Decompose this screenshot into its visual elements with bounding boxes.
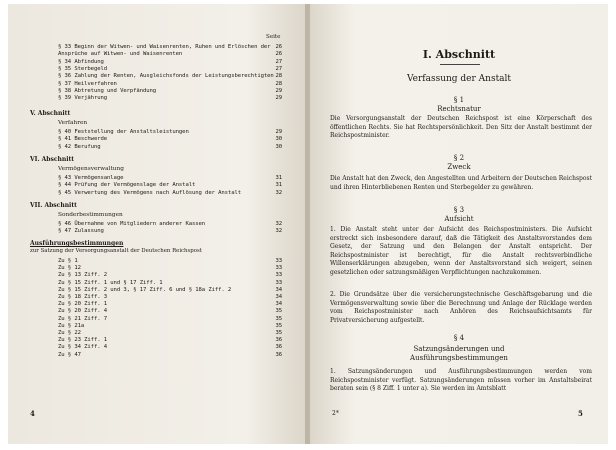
section7-subheading: Sonderbestimmungen: [58, 212, 123, 218]
toc-entry-text: § 46 Übernahme von Mitgliedern anderer Kassen: [58, 221, 206, 227]
toc-entry: [58, 95, 282, 102]
toc-entry: [58, 323, 282, 330]
toc-entry-page: 29: [275, 95, 282, 102]
toc-entry-text: Zu § 20 Ziff. 4: [58, 308, 108, 315]
para3-heading: Aufsicht: [444, 215, 474, 223]
para4-number: § 4: [453, 334, 465, 342]
toc-entry: [58, 287, 282, 294]
toc-entry: [58, 352, 282, 359]
toc-entry: [58, 66, 282, 73]
toc-entry-text: Zu § 23 Ziff. 1: [58, 337, 108, 344]
toc-entry-page: 33: [275, 279, 282, 286]
section-title: I. Abschnitt: [422, 48, 496, 61]
toc-entry-page: 31: [275, 182, 282, 189]
toc-entry-page: 34: [275, 286, 282, 293]
toc-entry: [58, 136, 282, 143]
title-rule: [440, 64, 480, 65]
toc-entry-text: Zu § 12: [58, 265, 81, 272]
toc-entry-text: Zu § 1: [58, 258, 78, 264]
toc-entry-page: 28: [275, 73, 282, 80]
section7-heading: VII. Abschnitt: [30, 202, 77, 209]
toc-entry-text: § 45 Verwertung des Vermögens nach Auflösung der Anstalt: [58, 189, 241, 196]
toc-entry-page: 29: [275, 129, 282, 135]
toc-entry-text: Zu § 20 Ziff. 1: [58, 301, 108, 308]
toc-entry-page: 27: [275, 65, 282, 72]
toc-entry-text: § 43 Vermögensanlage: [58, 175, 124, 181]
toc-entry-page: 31: [275, 175, 282, 181]
toc-entry-text: Zu § 47: [58, 351, 81, 358]
signature-mark: 2*: [332, 410, 339, 417]
toc-entry-page: 30: [275, 143, 282, 150]
toc-entry-page: 33: [275, 272, 282, 279]
toc-entry-page: 35: [275, 315, 282, 322]
toc-entry-page: 35: [275, 308, 282, 315]
toc-entry-text: Zu § 18 Ziff. 3: [58, 294, 108, 300]
toc-entry-page: 27: [275, 58, 282, 65]
toc-entry-text: § 47 Zulassung: [58, 228, 104, 235]
toc-entry-page: 29: [275, 87, 282, 94]
toc-entry: [58, 221, 282, 228]
toc-entry-page: 28: [275, 80, 282, 87]
toc-entry-page: 26: [275, 44, 282, 50]
toc-entry-text: Ansprüche auf Witwen- und Waisenrenten: [58, 51, 183, 58]
toc-entry: [58, 272, 282, 279]
toc-entry-text: § 33 Beginn der Witwen- und Waisenrenten, Ruhen und Erlöschen der: [58, 44, 271, 50]
toc-entry-text: § 35 Sterbegeld: [58, 65, 108, 72]
para2-number: § 2: [453, 154, 465, 162]
toc-entry: [58, 129, 282, 136]
para1-body: Die Versorgungsanstalt der Deutschen Reichspost ist eine Körperschaft des öffentlichen Rechts. Sie hat Rechtspersönlichkeit. Den Sitz der Anstalt bestimmt der Reichspostminister.: [330, 115, 592, 140]
toc-entry-page: 33: [275, 258, 282, 264]
para3-number: § 3: [453, 206, 465, 214]
para3-body-1: 1. Die Anstalt steht unter der Aufsicht des Reichspostministers. Die Aufsicht erstreckt sich insbesondere darauf, daß die Tätigkeit des Anstaltsvorstandes dem Gesetz, der Satzung und den Belangen der Anstalt entspricht. Der Reichspostminister ist berechtigt, für die Anstalt rechtsverbindliche Willenserklärungen abzugeben, wenn der Anstaltsvorstand sich weigert, seinen gesetzlichen oder satzungsmäßigen Verpflichtungen nachzukommen.: [330, 226, 592, 276]
toc-entry-page: 26: [275, 51, 282, 58]
toc-entry-text: § 39 Verjährung: [58, 95, 108, 102]
section6-heading: VI. Abschnitt: [30, 156, 75, 163]
toc-entry-page: 34: [275, 294, 282, 300]
toc-entry-text: Zu § 21a: [58, 322, 85, 329]
toc-entry-text: § 38 Abtretung und Verpfändung: [58, 87, 157, 94]
page-number-left: 4: [30, 409, 35, 418]
para4-heading: Satzungsänderungen und Ausführungsbestimmungen: [410, 345, 508, 362]
toc-entry-text: Zu § 22: [58, 330, 81, 336]
toc-entry-text: Zu § 15 Ziff. 1 und § 17 Ziff. 1: [58, 279, 163, 286]
toc-entry-text: Zu § 34 Ziff. 4: [58, 344, 108, 351]
toc-entry: [58, 59, 282, 66]
toc-entry-page: 36: [275, 344, 282, 351]
ausf-heading: Ausführungsbestimmungen: [30, 240, 124, 247]
seite-label: Seite: [266, 34, 281, 40]
toc-entry-text: § 40 Feststellung der Anstaltsleistungen: [58, 129, 189, 135]
section6-subheading: Vermögensverwaltung: [58, 166, 124, 172]
toc-entry-text: § 34 Abfindung: [58, 58, 104, 65]
toc-entry-page: 35: [275, 330, 282, 336]
toc-entry-text: Zu § 21 Ziff. 7: [58, 315, 108, 322]
toc-entry: [58, 280, 282, 287]
section-subtitle: Verfassung der Anstalt: [406, 74, 512, 84]
toc-entry-text: § 42 Berufung: [58, 143, 101, 150]
toc-entry-text: § 41 Beschwerde: [58, 136, 108, 143]
toc-entry-text: § 37 Heilverfahren: [58, 80, 117, 87]
toc-entry: [58, 144, 282, 151]
toc-entry-page: 36: [275, 337, 282, 344]
toc-entry-page: 36: [275, 351, 282, 358]
toc-entry-page: 32: [275, 228, 282, 235]
para2-body: Die Anstalt hat den Zweck, den Angestellten und Arbeitern der Deutschen Reichspost und ihren Hinterbliebenen Renten und Sterbegelder zu gewähren.: [330, 175, 592, 191]
toc-entry: [58, 330, 282, 337]
book-spread: [8, 4, 608, 444]
toc-entry: [58, 228, 282, 235]
toc-entry-text: § 44 Prüfung der Vermögenslage der Anstalt: [58, 182, 196, 189]
toc-entry-page: 33: [275, 265, 282, 272]
toc-entry: [58, 175, 282, 182]
toc-entry-page: 35: [275, 322, 282, 329]
toc-entry: [58, 182, 282, 189]
toc-entry: [58, 258, 282, 265]
toc-entry-page: 30: [275, 136, 282, 143]
section5-heading: V. Abschnitt: [30, 110, 71, 117]
toc-entry-page: 32: [275, 221, 282, 227]
toc-entry: [58, 190, 282, 197]
toc-entry-text: Zu § 13 Ziff. 2: [58, 272, 108, 279]
toc-entry: [58, 344, 282, 351]
left-page: [8, 4, 305, 444]
toc-entry-page: 34: [275, 301, 282, 308]
para4-body: 1. Satzungsänderungen und Ausführungsbestimmungen werden vom Reichspostminister verfügt. Satzungsänderungen müssen vorher im Anstaltsbeirat beraten sein (§ 8 Ziff. 1 unter a). Sie werden im Amtsblatt: [330, 368, 592, 393]
para1-number: § 1: [453, 96, 465, 104]
para1-heading: Rechtsnatur: [437, 105, 481, 113]
toc-entry: [58, 294, 282, 301]
page-number-right: 5: [578, 409, 583, 418]
toc-entry: [58, 44, 282, 51]
toc-entry-text: § 36 Zahlung der Renten, Ausgleichsfonds der Leistungsberechtigten: [58, 73, 274, 80]
toc-entry-text: Zu § 15 Ziff. 2 und 3, § 17 Ziff. 6 und § 18a Ziff. 2: [58, 286, 232, 293]
toc-entry: [58, 308, 282, 315]
toc-entry: [58, 337, 282, 344]
toc-entry: [58, 81, 282, 88]
toc-entry: [58, 73, 282, 80]
toc-entry-page: 32: [275, 189, 282, 196]
right-page: [310, 4, 608, 444]
toc-entry: [58, 301, 282, 308]
toc-entry: [58, 51, 282, 58]
section5-subheading: Verfahren: [58, 120, 88, 126]
toc-entry: [58, 265, 282, 272]
para3-body-2: 2. Die Grundsätze über die versicherungstechnische Geschäftsgebarung und die Vermögensverwaltung sowie über die Berechnung und Anlage der Rücklage werden vom Reichspostminister nach Anhören des Reichsaufsichtsamts für Privatversicherung aufgestellt.: [330, 291, 592, 324]
toc-entry: [58, 316, 282, 323]
toc-entry: [58, 88, 282, 95]
ausf-subheading: zur Satzung der Versorgungsanstalt der Deutschen Reichspost: [30, 248, 202, 254]
para2-heading: Zweck: [447, 163, 471, 171]
